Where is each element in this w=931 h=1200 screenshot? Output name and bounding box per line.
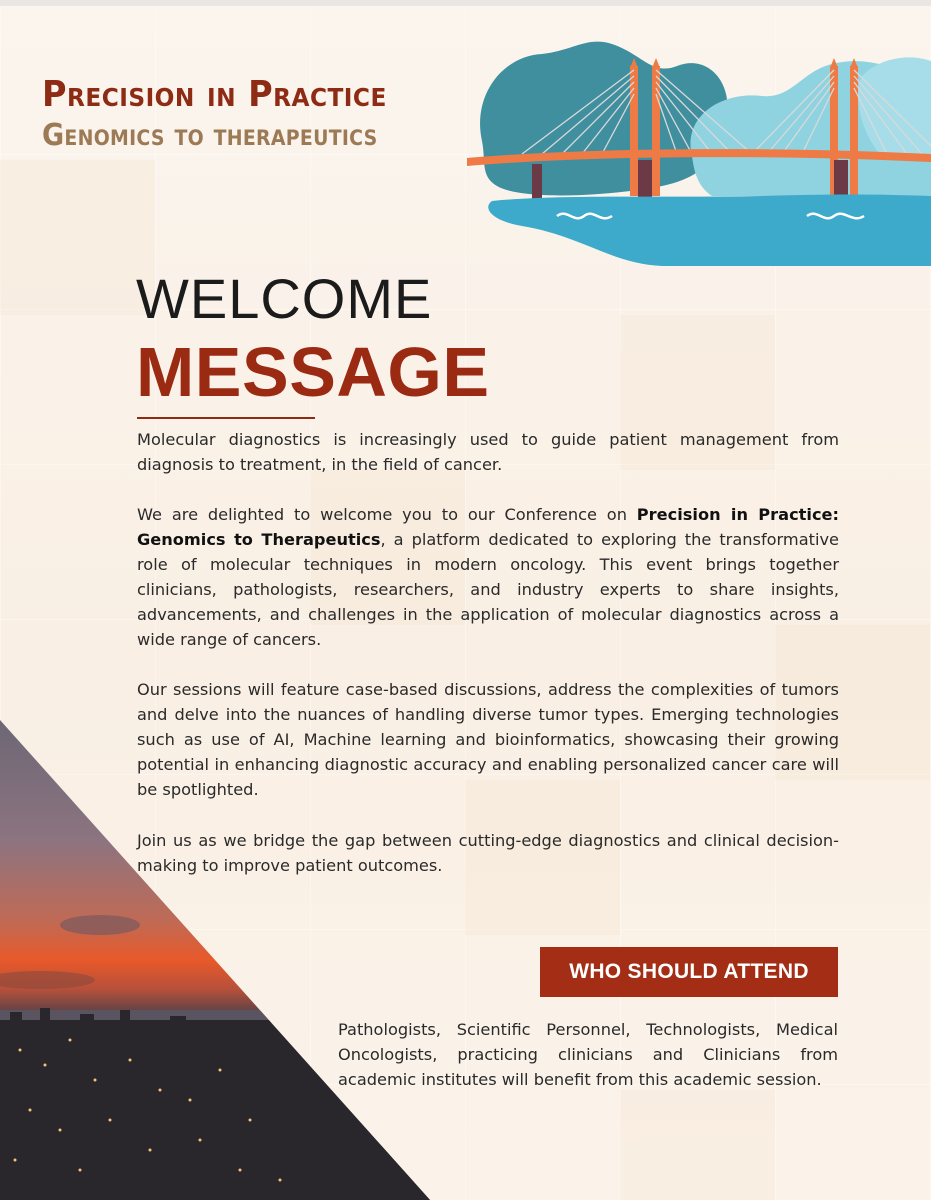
pylon-tip: [652, 58, 660, 68]
support-column: [532, 164, 542, 200]
event-subtitle: Genomics to therapeutics: [42, 118, 378, 153]
cloud: [60, 915, 140, 935]
attendees-description: Pathologists, Scientific Personnel, Technologists, Medical Oncologists, practicing clinicians and Clinicians from academic institutes will benefit from this academic session.: [338, 1020, 838, 1089]
support-column: [834, 160, 848, 200]
water: [488, 195, 931, 267]
teal-blob: [480, 42, 728, 196]
city-sunset-photo: [0, 720, 430, 1200]
paragraph-intro: Molecular diagnostics is increasingly used to guide patient management from diagnosis to treatment, in the field of cancer.: [137, 430, 839, 474]
welcome-heading: WELCOME: [136, 267, 433, 330]
heading-divider: [137, 417, 315, 419]
paragraph-welcome: [137, 502, 839, 652]
support-column: [638, 160, 652, 200]
paragraph-welcome-rest: , a platform dedicated to exploring the transformative role of molecular techniques in modern oncology. This event brings together clinicians, pathologists, researchers, and industry experts to share insights, advancements, and challenges in the application of molecular diagnostics across a wide range of cancers.: [137, 530, 839, 649]
bg-tile: [620, 1090, 775, 1200]
paragraph-closing: Join us as we bridge the gap between cutting-edge diagnostics and clinical decision-making to improve patient outcomes.: [137, 831, 839, 875]
event-title: Precision in Practice: [42, 74, 387, 115]
bg-tile: [0, 160, 155, 315]
paragraph-sessions: Our sessions will feature case-based discussions, address the complexities of tumors and delve into the nuances of handling diverse tumor types. Emerging technologies such as use of AI, Machine learning and bioinformatics, showcasing their growing potential in enhancing diagnostic accuracy and enabling personalized cancer care will be spotlighted.: [137, 680, 839, 799]
message-heading: MESSAGE: [136, 333, 490, 411]
conference-name: Precision in Practice: Genomics to Therapeutics: [137, 505, 840, 549]
bridge-illustration: [462, 36, 931, 266]
top-strip: [0, 0, 931, 6]
paragraph-welcome-lead: We are delighted to welcome you to our Conference on: [137, 505, 637, 524]
who-should-attend-button[interactable]: WHO SHOULD ATTEND: [540, 947, 838, 997]
